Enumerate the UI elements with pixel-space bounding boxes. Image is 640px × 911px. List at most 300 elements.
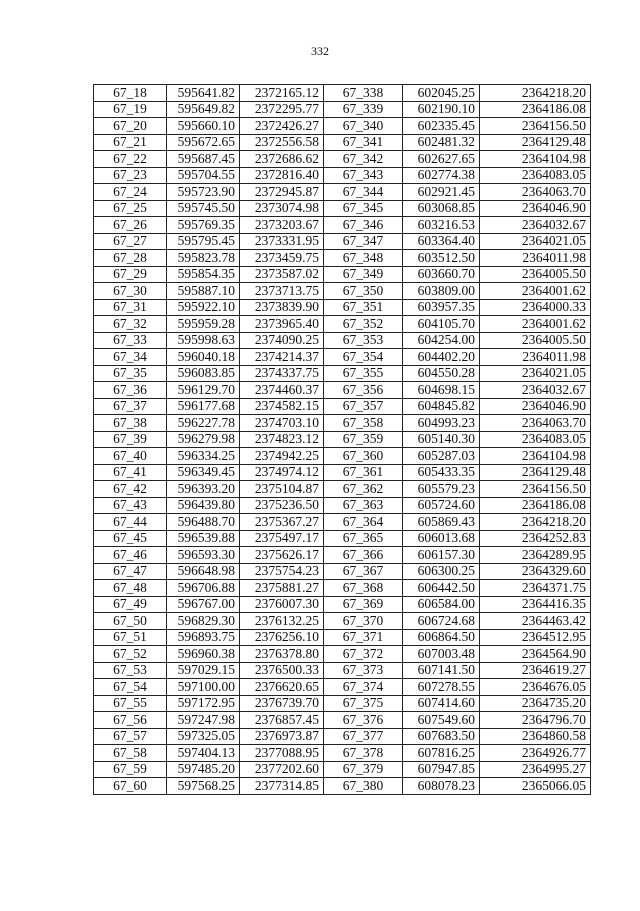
northing-left: 2374703.10 [240, 415, 324, 432]
point-id-left: 67_29 [94, 266, 167, 283]
easting-left: 596706.88 [167, 580, 240, 597]
northing-left: 2372945.87 [240, 184, 324, 201]
easting-left: 595660.10 [167, 118, 240, 135]
point-id-left: 67_52 [94, 646, 167, 663]
northing-left: 2374460.37 [240, 382, 324, 399]
point-id-left: 67_34 [94, 349, 167, 366]
table-row [94, 761, 591, 778]
point-id-right: 67_370 [324, 613, 403, 630]
easting-left: 597404.13 [167, 745, 240, 762]
table-row [94, 728, 591, 745]
northing-right: 2364735.20 [480, 695, 591, 712]
northing-right: 2364005.50 [480, 266, 591, 283]
northing-left: 2373965.40 [240, 316, 324, 333]
point-id-left: 67_20 [94, 118, 167, 135]
easting-left: 595745.50 [167, 200, 240, 217]
easting-left: 595649.82 [167, 101, 240, 118]
northing-right: 2364329.60 [480, 563, 591, 580]
point-id-left: 67_48 [94, 580, 167, 597]
easting-right: 606584.00 [403, 596, 480, 613]
point-id-left: 67_21 [94, 134, 167, 151]
point-id-left: 67_37 [94, 398, 167, 415]
point-id-right: 67_362 [324, 481, 403, 498]
northing-right: 2364083.05 [480, 431, 591, 448]
northing-left: 2374942.25 [240, 448, 324, 465]
point-id-left: 67_43 [94, 497, 167, 514]
table-row [94, 481, 591, 498]
point-id-left: 67_33 [94, 332, 167, 349]
easting-right: 603809.00 [403, 283, 480, 300]
easting-right: 606724.68 [403, 613, 480, 630]
easting-left: 596539.88 [167, 530, 240, 547]
easting-right: 605287.03 [403, 448, 480, 465]
table-row [94, 233, 591, 250]
northing-left: 2375236.50 [240, 497, 324, 514]
point-id-right: 67_377 [324, 728, 403, 745]
northing-right: 2364021.05 [480, 233, 591, 250]
table-row [94, 316, 591, 333]
easting-right: 607549.60 [403, 712, 480, 729]
easting-left: 597568.25 [167, 778, 240, 795]
easting-right: 602627.65 [403, 151, 480, 168]
point-id-left: 67_41 [94, 464, 167, 481]
easting-left: 597029.15 [167, 662, 240, 679]
easting-left: 595769.35 [167, 217, 240, 234]
table-row [94, 398, 591, 415]
point-id-left: 67_24 [94, 184, 167, 201]
northing-right: 2364032.67 [480, 382, 591, 399]
easting-left: 596279.98 [167, 431, 240, 448]
point-id-right: 67_374 [324, 679, 403, 696]
table-row [94, 547, 591, 564]
northing-right: 2364995.27 [480, 761, 591, 778]
northing-right: 2364001.62 [480, 283, 591, 300]
point-id-right: 67_372 [324, 646, 403, 663]
easting-left: 596349.45 [167, 464, 240, 481]
northing-right: 2364063.70 [480, 415, 591, 432]
point-id-right: 67_375 [324, 695, 403, 712]
easting-left: 597172.95 [167, 695, 240, 712]
point-id-right: 67_350 [324, 283, 403, 300]
northing-right: 2364512.95 [480, 629, 591, 646]
easting-right: 604550.28 [403, 365, 480, 382]
easting-left: 595672.65 [167, 134, 240, 151]
table-row [94, 332, 591, 349]
northing-right: 2364011.98 [480, 250, 591, 267]
table-row [94, 629, 591, 646]
northing-left: 2372165.12 [240, 85, 324, 102]
point-id-left: 67_27 [94, 233, 167, 250]
easting-left: 595823.78 [167, 250, 240, 267]
easting-right: 602774.38 [403, 167, 480, 184]
page-number: 332 [311, 44, 329, 58]
table-row [94, 679, 591, 696]
point-id-left: 67_31 [94, 299, 167, 316]
easting-left: 597325.05 [167, 728, 240, 745]
table-row [94, 85, 591, 102]
northing-left: 2375367.27 [240, 514, 324, 531]
table-row [94, 349, 591, 366]
point-id-left: 67_40 [94, 448, 167, 465]
point-id-right: 67_378 [324, 745, 403, 762]
northing-right: 2364186.08 [480, 497, 591, 514]
point-id-left: 67_51 [94, 629, 167, 646]
easting-left: 596893.75 [167, 629, 240, 646]
point-id-left: 67_59 [94, 761, 167, 778]
table-row [94, 101, 591, 118]
northing-right: 2364860.58 [480, 728, 591, 745]
easting-right: 604698.15 [403, 382, 480, 399]
northing-left: 2375497.17 [240, 530, 324, 547]
northing-right: 2364005.50 [480, 332, 591, 349]
northing-right: 2364463.42 [480, 613, 591, 630]
easting-left: 595998.63 [167, 332, 240, 349]
easting-left: 596393.20 [167, 481, 240, 498]
northing-left: 2377088.95 [240, 745, 324, 762]
easting-right: 605869.43 [403, 514, 480, 531]
easting-left: 596040.18 [167, 349, 240, 366]
table-row [94, 382, 591, 399]
easting-left: 595922.10 [167, 299, 240, 316]
point-id-right: 67_368 [324, 580, 403, 597]
point-id-left: 67_36 [94, 382, 167, 399]
easting-right: 604993.23 [403, 415, 480, 432]
northing-left: 2375104.87 [240, 481, 324, 498]
northing-right: 2364021.05 [480, 365, 591, 382]
point-id-left: 67_35 [94, 365, 167, 382]
easting-right: 603512.50 [403, 250, 480, 267]
table-row [94, 613, 591, 630]
northing-left: 2376378.80 [240, 646, 324, 663]
easting-right: 602335.45 [403, 118, 480, 135]
easting-right: 605140.30 [403, 431, 480, 448]
easting-left: 597485.20 [167, 761, 240, 778]
northing-right: 2364252.83 [480, 530, 591, 547]
table-row [94, 712, 591, 729]
northing-left: 2377202.60 [240, 761, 324, 778]
northing-left: 2373587.02 [240, 266, 324, 283]
northing-right: 2364083.05 [480, 167, 591, 184]
point-id-right: 67_360 [324, 448, 403, 465]
coordinate-table [93, 84, 591, 795]
easting-left: 597247.98 [167, 712, 240, 729]
point-id-right: 67_353 [324, 332, 403, 349]
point-id-right: 67_358 [324, 415, 403, 432]
northing-left: 2376500.33 [240, 662, 324, 679]
point-id-left: 67_38 [94, 415, 167, 432]
point-id-left: 67_18 [94, 85, 167, 102]
northing-right: 2364676.05 [480, 679, 591, 696]
easting-right: 606864.50 [403, 629, 480, 646]
table-row [94, 580, 591, 597]
northing-right: 2364186.08 [480, 101, 591, 118]
northing-left: 2376256.10 [240, 629, 324, 646]
northing-right: 2364104.98 [480, 151, 591, 168]
point-id-right: 67_366 [324, 547, 403, 564]
northing-right: 2364046.90 [480, 398, 591, 415]
northing-right: 2364564.90 [480, 646, 591, 663]
table-row [94, 299, 591, 316]
northing-left: 2376132.25 [240, 613, 324, 630]
point-id-right: 67_345 [324, 200, 403, 217]
northing-left: 2376620.65 [240, 679, 324, 696]
northing-left: 2376857.45 [240, 712, 324, 729]
northing-left: 2377314.85 [240, 778, 324, 795]
northing-left: 2372686.62 [240, 151, 324, 168]
easting-left: 596648.98 [167, 563, 240, 580]
easting-left: 596177.68 [167, 398, 240, 415]
easting-right: 607683.50 [403, 728, 480, 745]
easting-right: 602045.25 [403, 85, 480, 102]
easting-left: 595687.45 [167, 151, 240, 168]
easting-right: 605433.35 [403, 464, 480, 481]
easting-right: 606300.25 [403, 563, 480, 580]
northing-left: 2372426.27 [240, 118, 324, 135]
northing-left: 2373459.75 [240, 250, 324, 267]
point-id-right: 67_351 [324, 299, 403, 316]
easting-left: 596083.85 [167, 365, 240, 382]
point-id-left: 67_22 [94, 151, 167, 168]
point-id-right: 67_348 [324, 250, 403, 267]
easting-right: 605724.60 [403, 497, 480, 514]
point-id-right: 67_361 [324, 464, 403, 481]
northing-right: 2364416.35 [480, 596, 591, 613]
northing-right: 2364289.95 [480, 547, 591, 564]
point-id-right: 67_347 [324, 233, 403, 250]
northing-right: 2364129.48 [480, 464, 591, 481]
point-id-left: 67_49 [94, 596, 167, 613]
table-row [94, 448, 591, 465]
northing-right: 2364000.33 [480, 299, 591, 316]
point-id-left: 67_32 [94, 316, 167, 333]
table-row [94, 167, 591, 184]
easting-right: 606157.30 [403, 547, 480, 564]
point-id-left: 67_50 [94, 613, 167, 630]
easting-left: 596767.00 [167, 596, 240, 613]
point-id-right: 67_380 [324, 778, 403, 795]
easting-right: 603660.70 [403, 266, 480, 283]
northing-left: 2374974.12 [240, 464, 324, 481]
easting-right: 607816.25 [403, 745, 480, 762]
point-id-left: 67_28 [94, 250, 167, 267]
point-id-right: 67_369 [324, 596, 403, 613]
point-id-left: 67_42 [94, 481, 167, 498]
point-id-right: 67_349 [324, 266, 403, 283]
point-id-right: 67_363 [324, 497, 403, 514]
point-id-left: 67_55 [94, 695, 167, 712]
easting-right: 602481.32 [403, 134, 480, 151]
easting-left: 596593.30 [167, 547, 240, 564]
easting-left: 596960.38 [167, 646, 240, 663]
easting-right: 603068.85 [403, 200, 480, 217]
easting-left: 596829.30 [167, 613, 240, 630]
northing-left: 2376007.30 [240, 596, 324, 613]
point-id-right: 67_359 [324, 431, 403, 448]
point-id-right: 67_357 [324, 398, 403, 415]
table-row [94, 250, 591, 267]
point-id-right: 67_352 [324, 316, 403, 333]
easting-left: 596334.25 [167, 448, 240, 465]
easting-right: 603216.53 [403, 217, 480, 234]
northing-left: 2373203.67 [240, 217, 324, 234]
northing-right: 2364218.20 [480, 85, 591, 102]
point-id-right: 67_341 [324, 134, 403, 151]
northing-left: 2373331.95 [240, 233, 324, 250]
point-id-left: 67_26 [94, 217, 167, 234]
table-row [94, 695, 591, 712]
table-row [94, 415, 591, 432]
table-row [94, 497, 591, 514]
northing-right: 2364063.70 [480, 184, 591, 201]
easting-right: 607414.60 [403, 695, 480, 712]
table-row [94, 151, 591, 168]
easting-right: 602921.45 [403, 184, 480, 201]
table-row [94, 266, 591, 283]
point-id-left: 67_47 [94, 563, 167, 580]
easting-right: 602190.10 [403, 101, 480, 118]
northing-left: 2376739.70 [240, 695, 324, 712]
northing-right: 2364371.75 [480, 580, 591, 597]
point-id-right: 67_343 [324, 167, 403, 184]
northing-left: 2373839.90 [240, 299, 324, 316]
point-id-left: 67_53 [94, 662, 167, 679]
easting-right: 606442.50 [403, 580, 480, 597]
northing-left: 2376973.87 [240, 728, 324, 745]
northing-right: 2364156.50 [480, 118, 591, 135]
northing-left: 2373713.75 [240, 283, 324, 300]
easting-left: 595795.45 [167, 233, 240, 250]
point-id-left: 67_45 [94, 530, 167, 547]
coordinate-table-body [94, 85, 591, 795]
table-row [94, 530, 591, 547]
easting-left: 595704.55 [167, 167, 240, 184]
table-row [94, 283, 591, 300]
point-id-right: 67_373 [324, 662, 403, 679]
point-id-right: 67_346 [324, 217, 403, 234]
table-row [94, 365, 591, 382]
easting-right: 604105.70 [403, 316, 480, 333]
point-id-right: 67_379 [324, 761, 403, 778]
table-row [94, 514, 591, 531]
northing-right: 2364001.62 [480, 316, 591, 333]
point-id-right: 67_338 [324, 85, 403, 102]
point-id-left: 67_58 [94, 745, 167, 762]
table-row [94, 563, 591, 580]
table-row [94, 464, 591, 481]
easting-left: 595887.10 [167, 283, 240, 300]
easting-right: 607003.48 [403, 646, 480, 663]
point-id-left: 67_25 [94, 200, 167, 217]
table-row [94, 778, 591, 795]
northing-right: 2364218.20 [480, 514, 591, 531]
table-row [94, 184, 591, 201]
point-id-right: 67_371 [324, 629, 403, 646]
northing-left: 2372295.77 [240, 101, 324, 118]
northing-left: 2374337.75 [240, 365, 324, 382]
easting-left: 596488.70 [167, 514, 240, 531]
point-id-right: 67_364 [324, 514, 403, 531]
easting-left: 595854.35 [167, 266, 240, 283]
table-row [94, 431, 591, 448]
easting-left: 596129.70 [167, 382, 240, 399]
northing-left: 2372816.40 [240, 167, 324, 184]
northing-right: 2364046.90 [480, 200, 591, 217]
point-id-left: 67_44 [94, 514, 167, 531]
point-id-right: 67_365 [324, 530, 403, 547]
northing-left: 2374214.37 [240, 349, 324, 366]
point-id-right: 67_376 [324, 712, 403, 729]
coordinate-table-container [93, 84, 590, 795]
easting-right: 604845.82 [403, 398, 480, 415]
point-id-left: 67_54 [94, 679, 167, 696]
table-row [94, 134, 591, 151]
point-id-left: 67_19 [94, 101, 167, 118]
point-id-left: 67_39 [94, 431, 167, 448]
easting-left: 595641.82 [167, 85, 240, 102]
point-id-right: 67_367 [324, 563, 403, 580]
point-id-right: 67_356 [324, 382, 403, 399]
point-id-right: 67_339 [324, 101, 403, 118]
table-row [94, 200, 591, 217]
easting-right: 608078.23 [403, 778, 480, 795]
easting-right: 603957.35 [403, 299, 480, 316]
northing-right: 2364156.50 [480, 481, 591, 498]
easting-right: 604402.20 [403, 349, 480, 366]
easting-left: 596227.78 [167, 415, 240, 432]
northing-right: 2365066.05 [480, 778, 591, 795]
northing-right: 2364104.98 [480, 448, 591, 465]
easting-right: 603364.40 [403, 233, 480, 250]
easting-right: 607278.55 [403, 679, 480, 696]
point-id-left: 67_46 [94, 547, 167, 564]
easting-right: 607141.50 [403, 662, 480, 679]
northing-right: 2364129.48 [480, 134, 591, 151]
table-row [94, 662, 591, 679]
northing-left: 2374823.12 [240, 431, 324, 448]
northing-right: 2364619.27 [480, 662, 591, 679]
easting-left: 596439.80 [167, 497, 240, 514]
table-row [94, 217, 591, 234]
point-id-left: 67_56 [94, 712, 167, 729]
northing-left: 2374090.25 [240, 332, 324, 349]
northing-right: 2364032.67 [480, 217, 591, 234]
point-id-right: 67_355 [324, 365, 403, 382]
table-row [94, 118, 591, 135]
northing-right: 2364011.98 [480, 349, 591, 366]
table-row [94, 745, 591, 762]
easting-right: 607947.85 [403, 761, 480, 778]
point-id-left: 67_23 [94, 167, 167, 184]
northing-left: 2375754.23 [240, 563, 324, 580]
northing-left: 2375881.27 [240, 580, 324, 597]
easting-left: 595959.28 [167, 316, 240, 333]
point-id-right: 67_342 [324, 151, 403, 168]
northing-left: 2375626.17 [240, 547, 324, 564]
point-id-left: 67_30 [94, 283, 167, 300]
easting-right: 604254.00 [403, 332, 480, 349]
point-id-right: 67_340 [324, 118, 403, 135]
table-row [94, 596, 591, 613]
easting-right: 605579.23 [403, 481, 480, 498]
easting-left: 597100.00 [167, 679, 240, 696]
northing-left: 2374582.15 [240, 398, 324, 415]
point-id-right: 67_354 [324, 349, 403, 366]
easting-left: 595723.90 [167, 184, 240, 201]
northing-left: 2372556.58 [240, 134, 324, 151]
point-id-right: 67_344 [324, 184, 403, 201]
northing-right: 2364926.77 [480, 745, 591, 762]
table-row [94, 646, 591, 663]
